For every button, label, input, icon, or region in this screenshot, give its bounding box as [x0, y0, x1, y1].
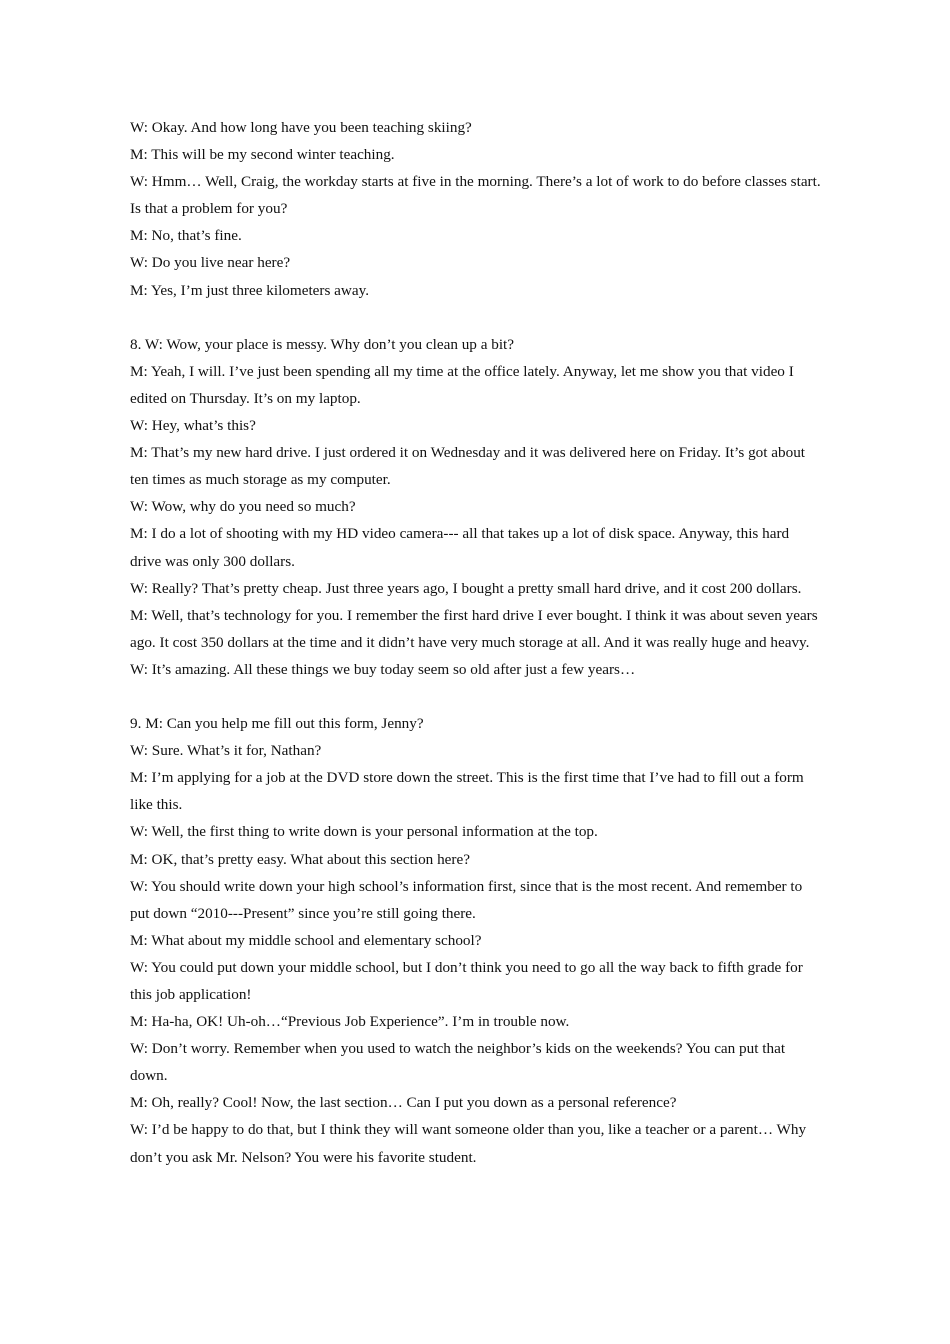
section-spacer [130, 304, 822, 331]
dialogue-line: M: This will be my second winter teaching. [130, 146, 395, 164]
dialogue-line: W: Don’t worry. Remember when you used to watch the neighbor’s kids on the weekends? You can put that down. [130, 1040, 786, 1085]
dialogue-line: M: That’s my new hard drive. I just ordered it on Wednesday and it was delivered here on Friday. It’s got about ten times as much storage as my computer. [130, 444, 806, 489]
dialogue-line: W: It’s amazing. All these things we buy today seem so old after just a few years… [130, 660, 636, 678]
dialogue-line: M: I do a lot of shooting with my HD video camera--- all that takes up a lot of disk space. Anyway, this hard drive was only 300 dollars. [130, 525, 790, 570]
dialogue-line: 8. W: Wow, your place is messy. Why don’t you clean up a bit? [130, 335, 515, 353]
dialogue-line: M: What about my middle school and elementary school? [130, 931, 482, 949]
dialogue-line: M: No, that’s fine. [130, 227, 242, 245]
dialogue-line: 9. M: Can you help me fill out this form, Jenny? [130, 715, 424, 733]
dialogue-line: M: Yeah, I will. I’ve just been spending all my time at the office lately. Anyway, let me show you that video I edited on Thursday. It’s on my laptop. [130, 362, 794, 407]
dialogue-section-7 [130, 114, 822, 304]
dialogue-line: W: I’d be happy to do that, but I think they will want someone older than you, like a teacher or a parent… Why don’t you ask Mr. Nelson? You were his favorite student. [130, 1121, 807, 1166]
dialogue-line: W: You should write down your high school’s information first, since that is the most recent. And remember to put down “2010---Present” since you’re still going there. [130, 877, 803, 922]
dialogue-line: M: Ha-ha, OK! Uh-oh…“Previous Job Experience”. I’m in trouble now. [130, 1013, 570, 1031]
dialogue-line: W: Wow, why do you need so much? [130, 498, 356, 516]
dialogue-line: W: Really? That’s pretty cheap. Just three years ago, I bought a pretty small hard drive, and it cost 200 dollars. [130, 579, 802, 597]
dialogue-line: W: Okay. And how long have you been teaching skiing? [130, 119, 472, 136]
dialogue-line: W: Hmm… Well, Craig, the workday starts at five in the morning. There’s a lot of work to do before classes start. Is that a problem for you? [130, 173, 821, 218]
section-spacer [130, 683, 822, 710]
dialogue-section-9 [130, 710, 822, 1171]
dialogue-line: W: Do you live near here? [130, 254, 291, 272]
dialogue-line: M: Well, that’s technology for you. I remember the first hard drive I ever bought. I think it was about seven years ago. It cost 350 dollars at the time and it didn’t have very much storage at all. And it was really huge and heavy. [130, 606, 818, 651]
dialogue-line: W: You could put down your middle school, but I don’t think you need to go all the way back to fifth grade for this job application! [130, 958, 803, 1003]
dialogue-line: W: Hey, what’s this? [130, 417, 256, 435]
document-page [130, 114, 822, 1171]
dialogue-line: M: OK, that’s pretty easy. What about this section here? [130, 850, 470, 868]
dialogue-line: M: Yes, I’m just three kilometers away. [130, 281, 370, 299]
dialogue-line: M: Oh, really? Cool! Now, the last section… Can I put you down as a personal reference? [130, 1094, 677, 1112]
dialogue-line: W: Sure. What’s it for, Nathan? [130, 742, 322, 760]
dialogue-line: M: I’m applying for a job at the DVD store down the street. This is the first time that I’ve had to fill out a form like this. [130, 769, 804, 814]
dialogue-line: W: Well, the first thing to write down is your personal information at the top. [130, 823, 598, 841]
dialogue-section-8 [130, 331, 822, 683]
